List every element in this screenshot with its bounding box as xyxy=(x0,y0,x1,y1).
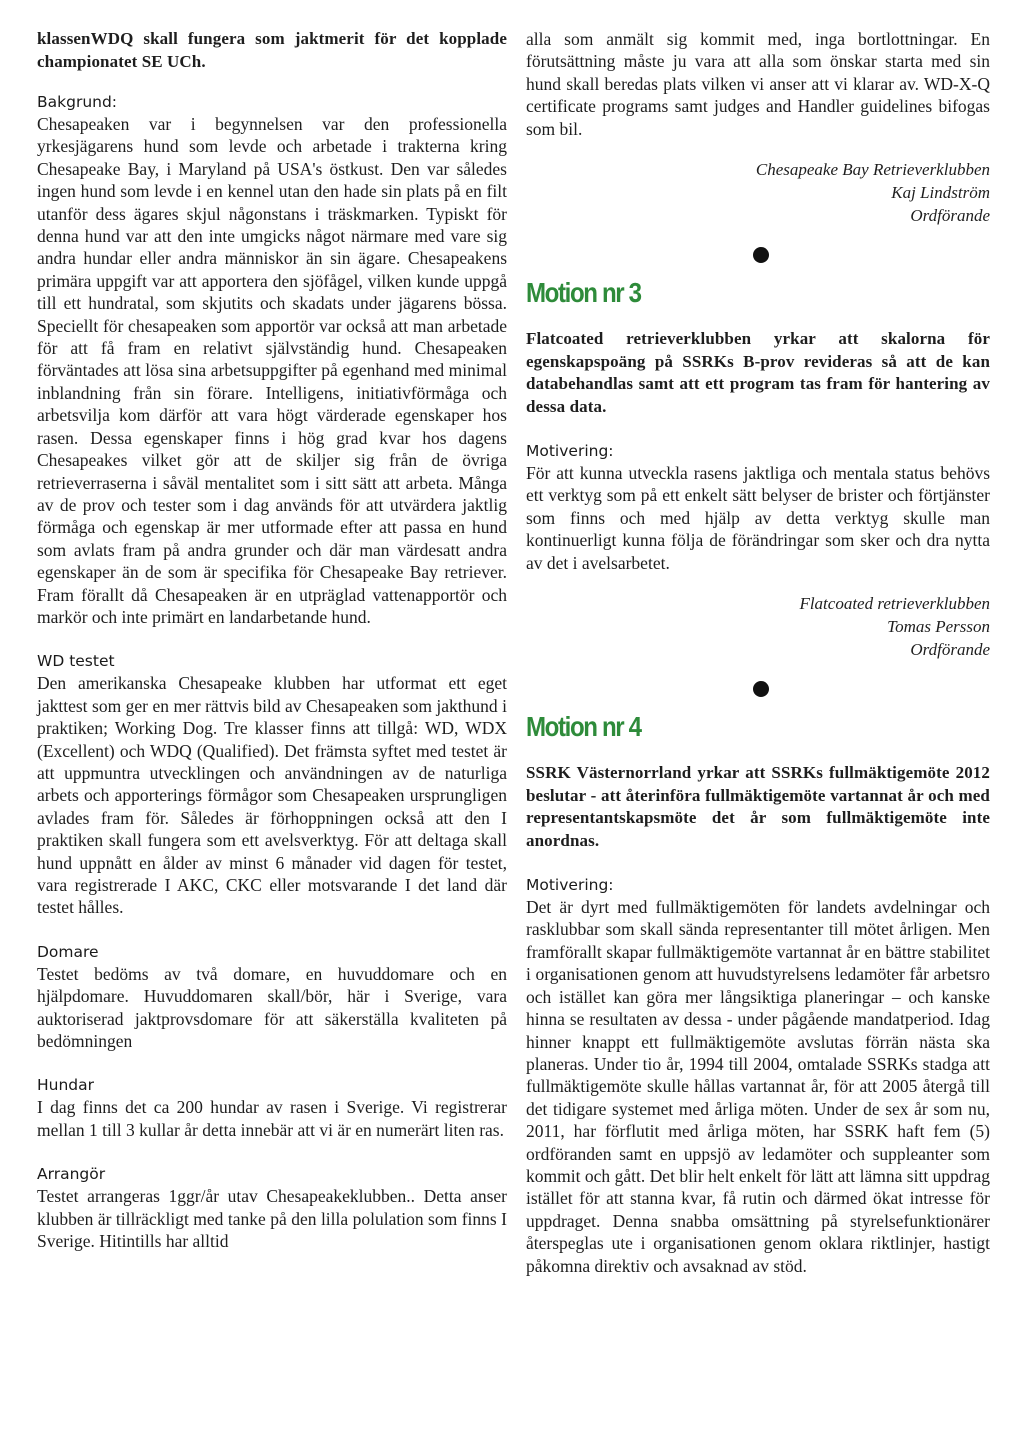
signature-name: Kaj Lindström xyxy=(891,183,990,203)
left-column xyxy=(37,28,507,1252)
motion-3-proposal: Flatcoated retrieverklubben yrkar att skalorna för egenskapspoäng på SSRKs B-prov revideras så att de kan databehandlas samt att ett program tas fram för hantering av dessa data. xyxy=(526,329,990,416)
section-heading-bakgrund: Bakgrund: xyxy=(37,93,118,111)
signature-club: Flatcoated retrieverklubben xyxy=(799,594,990,614)
signature-role: Ordförande xyxy=(910,206,990,226)
section-heading-hundar: Hundar xyxy=(37,1076,95,1095)
motion-4-motivering-text: Det är dyrt med fullmäktigemöten för landets avdelningar och rasklubbar som skall sända representanter till mötet årligen. Men framförallt skapar fullmäktigemöte vartannat år en bättre stabilitet i organisationen genom att huvudstyrelsens ledamöter får arbetsro och istället kan göra mer långsiktiga planeringar – och kanske hinna se resultaten av dessa - under pågående mandatperiod. Idag hinner knappt ett fullmäktigemöte avslutas förrän nästa ska planeras. Under tio år, 1994 till 2004, omtalade SSRKs stadga att fullmäktigemöte skulle hållas vartannat år, för att 2005 återgå till det tidigare systemet med årliga möten. Under de sex år som nu, 2011, har förflutit med årliga möten, har SSRK haft fem (5) ordföranden samt en uppsjö av ledamöter och suppleanter som kommit och gått. Det blir helt enkelt för lätt att lämna sitt uppdrag istället för att stanna kvar, få rutin och därmed ökat intresse för uppdraget. Denna snabba omsättning på styrelsefunktionärer återspeglas ute i organisationen genom oklara riktlinjer, hastigt påkomna direktiv och avsaknad av stöd. xyxy=(526,897,990,1276)
separator-bullet xyxy=(753,247,769,263)
motion-3-title: Motion nr 3 xyxy=(526,277,641,309)
right-column xyxy=(526,28,990,1277)
motion-3-motivering-heading: Motivering: xyxy=(526,442,614,461)
section-heading-domare: Domare xyxy=(37,942,99,961)
section-text-domare: Testet bedöms av två domare, en huvuddomare och en hjälpdomare. Huvuddomaren skall/bör, här i Sverige, vara auktoriserad jaktprovsdomare för att säkerställa kvaliteten på bedömningen xyxy=(37,963,507,1052)
section-text-bakgrund: Chesapeaken var i begynnelsen var den professionella yrkesjägarens hund som levde och arbetade i trakterna kring Chesapeake Bay, i Maryland på USA's östkust. Den var således ingen hund som levde i en kennel utan den hade sin plats på en filt utanför dess ägares skjul någonstans i träskmarken. Typiskt för denna hund var att den inte umgicks något närmare med vare sig andra hundar eller andra människor än sin ägare. Chesapeakens primära uppgift var att apportera den sjöfågel, vilken kunde uppgå till ett hundratal, som skjutits och skadats under jägarens bössa. Speciellt för chesapeaken som apportör var också att man arbetade för att få fram en relativt självständig hund. Chesapeaken förväntades att lösa sina arbetsuppgifter på egenhand med minimal inblandning från sin förare. Intelligens, initiativförmåga och arbetsvilja kom därför att vara högt värderade egenskaper hos rasen. Dessa egenskaper finns i hög grad kvar hos dagens Chesapeakes vilket gör att de skiljer sig från de övriga retrieverraserna i såväl mentalitet som i sitt sätt att arbeta. Många av de prov och tester som i dag används för att utvärdera jaktlig förmåga och egenskap är mer utformade efter att passa en hund som avlats fram på andra grunder och där man värdesatt andra egenskaper än de som är specifika för Chesapeake Bay retriever. Fram förallt då Chesapeaken är en utpräglad vattenapportör och markör och inte primärt en landarbetande hund. xyxy=(37,114,507,627)
signature-chesapeake xyxy=(526,158,990,227)
continuation-text: alla som anmält sig kommit med, inga bortlottningar. En förutsättning måste ju vara att alla som önskar starta med sin hund skall beredas plats vilken vi anser att vi klarar av. WD-X-Q certificate programs samt judges and Handler guidelines bifogas som bil. xyxy=(526,29,990,139)
motion-3-motivering-text: För att kunna utveckla rasens jaktliga och mentala status behövs ett verktyg som på ett enkelt sätt belyser de brister och förtjänster som finns och med hjälp av detta verktyg skulle man kontinuerligt kunna följa de förändringar som sker och dra nytta av det i avelsarbetet. xyxy=(526,463,990,573)
motion-4-title: Motion nr 4 xyxy=(526,711,641,743)
intro-statement: klassenWDQ skall fungera som jaktmerit för det kopplade championatet SE UCh. xyxy=(37,29,507,71)
separator-bullet xyxy=(753,681,769,697)
section-text-arrangor: Testet arrangeras 1ggr/år utav Chesapeakeklubben.. Detta anser klubben är tillräckligt med tanke på den lilla polulation som finns I Sverige. Hitintills har alltid xyxy=(37,1186,507,1252)
section-text-wd-testet: Den amerikanska Chesapeake klubben har utformat ett eget jakttest som ger en mer rättvis bild av Chesapeaken som jakthund i praktiken; Working Dog. Tre klasser finns att tillgå: WD, WDX (Excellent) och WDQ (Qualified). Det främsta syftet med testet är att uppmuntra utvecklingen och användningen av de naturliga arbets och apporterings förmågor som Chesapeaken ursprungligen avlades fram för. Således är förhoppningen också att den I praktiken skall fungera som ett avelsverktyg. För att deltaga skall hund uppnått en ålder av minst 6 månader vid dagen för testet, vara registrerade I AKC, CKC eller motsvarande I det land där testet hålles. xyxy=(37,673,507,918)
section-heading-wd-testet: WD testet xyxy=(37,652,115,671)
section-heading-arrangor: Arrangör xyxy=(37,1165,106,1184)
signature-name: Tomas Persson xyxy=(887,617,990,637)
signature-flatcoated xyxy=(526,592,990,661)
signature-club: Chesapeake Bay Retrieverklubben xyxy=(755,160,990,180)
section-text-hundar: I dag finns det ca 200 hundar av rasen i Sverige. Vi registrerar mellan 1 till 3 kullar år detta innebär att vi är en numerärt liten ras. xyxy=(37,1097,507,1140)
signature-role: Ordförande xyxy=(910,640,990,660)
motion-4-motivering-heading: Motivering: xyxy=(526,876,614,895)
motion-4-proposal: SSRK Västernorrland yrkar att SSRKs fullmäktigemöte 2012 beslutar - att återinföra fullmäktigemöte vartannat år och med representantskapsmöte det år som fullmäktigemöte inte anordnas. xyxy=(526,763,990,850)
